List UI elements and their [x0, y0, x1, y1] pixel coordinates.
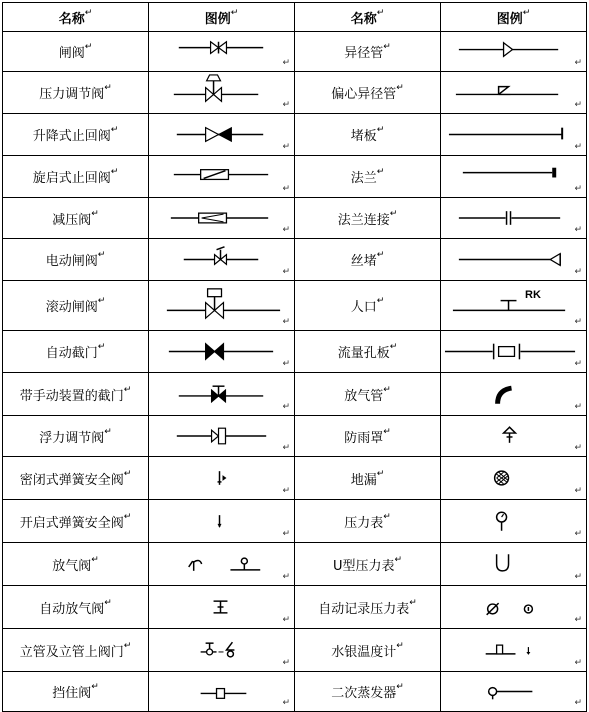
floor-drain-glyph [441, 457, 586, 499]
electric-gate-valve-icon [149, 239, 295, 281]
float-regulating-valve-icon [149, 416, 295, 457]
reducer-icon [441, 32, 587, 72]
gate-valve-glyph [149, 32, 294, 71]
paragraph-mark: ↵ [574, 615, 582, 625]
paragraph-mark: ↵ [574, 184, 582, 194]
recording-pressure-gauge-glyph [441, 586, 586, 628]
stop-valve-glyph [149, 672, 294, 711]
table-row [3, 672, 587, 712]
item-name: U型压力表↵ [295, 543, 441, 586]
table-row [3, 281, 587, 331]
plug-icon [441, 239, 587, 281]
vent-pipe-icon [441, 373, 587, 416]
header-row [3, 3, 587, 32]
header-legend-left: 图例↵ [149, 3, 295, 32]
paragraph-mark: ↵ [282, 486, 290, 496]
manual-stop-valve-icon [149, 373, 295, 416]
paragraph-mark: ↵ [282, 572, 290, 582]
paragraph-mark: ↵ [574, 225, 582, 235]
blind-plate-glyph [441, 114, 586, 155]
table-row [3, 373, 587, 416]
paragraph-mark: ↵ [574, 402, 582, 412]
paragraph-mark: ↵ [282, 402, 290, 412]
item-name: 旋启式止回阀↵ [3, 156, 149, 198]
swing-check-valve-icon [149, 156, 295, 198]
item-name: 地漏↵ [295, 457, 441, 500]
item-name: 防雨罩↵ [295, 416, 441, 457]
electric-gate-valve-glyph [149, 239, 294, 280]
item-name: 密闭式弹簧安全阀↵ [3, 457, 149, 500]
paragraph-mark: ↵ [574, 317, 582, 327]
item-name: 二次蒸发器↵ [295, 672, 441, 712]
pressure-regulating-valve-icon [149, 72, 295, 114]
manual-stop-valve-glyph [149, 373, 294, 415]
paragraph-mark: ↵ [574, 572, 582, 582]
table-row [3, 32, 587, 72]
automatic-stop-valve-icon [149, 331, 295, 373]
reducer-glyph [441, 32, 586, 71]
item-name: 自动放气阀↵ [3, 586, 149, 629]
item-name: 人口↵ [295, 281, 441, 331]
secondary-evaporator-glyph [441, 672, 586, 711]
table-row [3, 198, 587, 239]
paragraph-mark: ↵ [282, 529, 290, 539]
manhole-glyph [441, 281, 586, 330]
item-name: 立管及立管上阀门↵ [3, 629, 149, 672]
item-name: 压力调节阀↵ [3, 72, 149, 114]
pressure-gauge-glyph [441, 500, 586, 542]
table-row [3, 156, 587, 198]
closed-spring-safety-valve-glyph [149, 457, 294, 499]
item-name: 闸阀↵ [3, 32, 149, 72]
item-name: 电动闸阀↵ [3, 239, 149, 281]
item-name: 减压阀↵ [3, 198, 149, 239]
paragraph-mark: ↵ [282, 267, 290, 277]
paragraph-mark: ↵ [282, 698, 290, 708]
pressure-regulating-valve-glyph [149, 72, 294, 113]
paragraph-mark: ↵ [282, 225, 290, 235]
flange-glyph [441, 156, 586, 197]
paragraph-mark: ↵ [282, 443, 290, 453]
stop-valve-icon [149, 672, 295, 712]
item-name: 自动截门↵ [3, 331, 149, 373]
item-name: 带手动装置的截门↵ [3, 373, 149, 416]
manhole-label: RK [525, 289, 541, 301]
automatic-vent-valve-glyph [149, 586, 294, 628]
manhole-icon [441, 281, 587, 331]
automatic-vent-valve-icon [149, 586, 295, 629]
rain-cover-icon [441, 416, 587, 457]
flange-icon [441, 156, 587, 198]
paragraph-mark: ↵ [282, 615, 290, 625]
gate-valve-icon [149, 32, 295, 72]
table-row [3, 543, 587, 586]
u-tube-gauge-icon [441, 543, 587, 586]
paragraph-mark: ↵ [282, 58, 290, 68]
rolling-gate-valve-icon [149, 281, 295, 331]
flange-connection-icon [441, 198, 587, 239]
float-regulating-valve-glyph [149, 416, 294, 456]
mercury-thermometer-icon [441, 629, 587, 672]
item-name: 自动记录压力表↵ [295, 586, 441, 629]
item-name: 丝堵↵ [295, 239, 441, 281]
header-name-right: 名称↵ [295, 3, 441, 32]
rolling-gate-valve-glyph [149, 281, 294, 330]
vent-valve-icon [149, 543, 295, 586]
paragraph-mark: ↵ [574, 529, 582, 539]
table-row [3, 331, 587, 373]
item-name: 法兰↵ [295, 156, 441, 198]
orifice-plate-icon [441, 331, 587, 373]
paragraph-mark: ↵ [574, 359, 582, 369]
table-row [3, 72, 587, 114]
item-name: 异径管↵ [295, 32, 441, 72]
vent-pipe-glyph [441, 373, 586, 415]
table-row [3, 586, 587, 629]
item-name: 流量孔板↵ [295, 331, 441, 373]
paragraph-mark: ↵ [574, 142, 582, 152]
paragraph-mark: ↵ [574, 486, 582, 496]
u-tube-gauge-glyph [441, 543, 586, 585]
item-name: 放气阀↵ [3, 543, 149, 586]
secondary-evaporator-icon [441, 672, 587, 712]
item-name: 开启式弹簧安全阀↵ [3, 500, 149, 543]
paragraph-mark: ↵ [574, 443, 582, 453]
item-name: 放气管↵ [295, 373, 441, 416]
item-name: 滚动闸阀↵ [3, 281, 149, 331]
paragraph-mark: ↵ [282, 184, 290, 194]
table-row [3, 500, 587, 543]
lift-check-valve-icon [149, 114, 295, 156]
item-name: 水银温度计↵ [295, 629, 441, 672]
flange-connection-glyph [441, 198, 586, 238]
table-row [3, 416, 587, 457]
recording-pressure-gauge-icon [441, 586, 587, 629]
pressure-gauge-icon [441, 500, 587, 543]
riser-valve-icon [149, 629, 295, 672]
riser-valve-glyph [149, 629, 294, 671]
rain-cover-glyph [441, 416, 586, 456]
item-name: 堵板↵ [295, 114, 441, 156]
floor-drain-icon [441, 457, 587, 500]
lift-check-valve-glyph [149, 114, 294, 155]
item-name: 偏心异径管↵ [295, 72, 441, 114]
eccentric-reducer-glyph [441, 72, 586, 113]
header-name-left: 名称↵ [3, 3, 149, 32]
paragraph-mark: ↵ [574, 100, 582, 110]
eccentric-reducer-icon [441, 72, 587, 114]
vent-valve-glyph [149, 543, 294, 585]
item-name: 法兰连接↵ [295, 198, 441, 239]
paragraph-mark: ↵ [282, 658, 290, 668]
closed-spring-safety-valve-icon [149, 457, 295, 500]
pressure-reducing-valve-glyph [149, 198, 294, 238]
table-row [3, 629, 587, 672]
paragraph-mark: ↵ [282, 142, 290, 152]
orifice-plate-glyph [441, 331, 586, 372]
paragraph-mark: ↵ [282, 317, 290, 327]
item-name: 升降式止回阀↵ [3, 114, 149, 156]
paragraph-mark: ↵ [574, 698, 582, 708]
header-legend-right: 图例↵ [441, 3, 587, 32]
automatic-stop-valve-glyph [149, 331, 294, 372]
blind-plate-icon [441, 114, 587, 156]
table-row [3, 457, 587, 500]
open-spring-safety-valve-icon [149, 500, 295, 543]
item-name: 压力表↵ [295, 500, 441, 543]
legend-table [2, 2, 587, 712]
paragraph-mark: ↵ [282, 100, 290, 110]
table-row [3, 239, 587, 281]
pressure-reducing-valve-icon [149, 198, 295, 239]
paragraph-mark: ↵ [282, 359, 290, 369]
paragraph-mark: ↵ [574, 658, 582, 668]
paragraph-mark: ↵ [574, 58, 582, 68]
mercury-thermometer-glyph [441, 629, 586, 671]
open-spring-safety-valve-glyph [149, 500, 294, 542]
item-name: 浮力调节阀↵ [3, 416, 149, 457]
swing-check-valve-glyph [149, 156, 294, 197]
table-row [3, 114, 587, 156]
paragraph-mark: ↵ [574, 267, 582, 277]
plug-glyph [441, 239, 586, 280]
item-name: 挡住阀↵ [3, 672, 149, 712]
